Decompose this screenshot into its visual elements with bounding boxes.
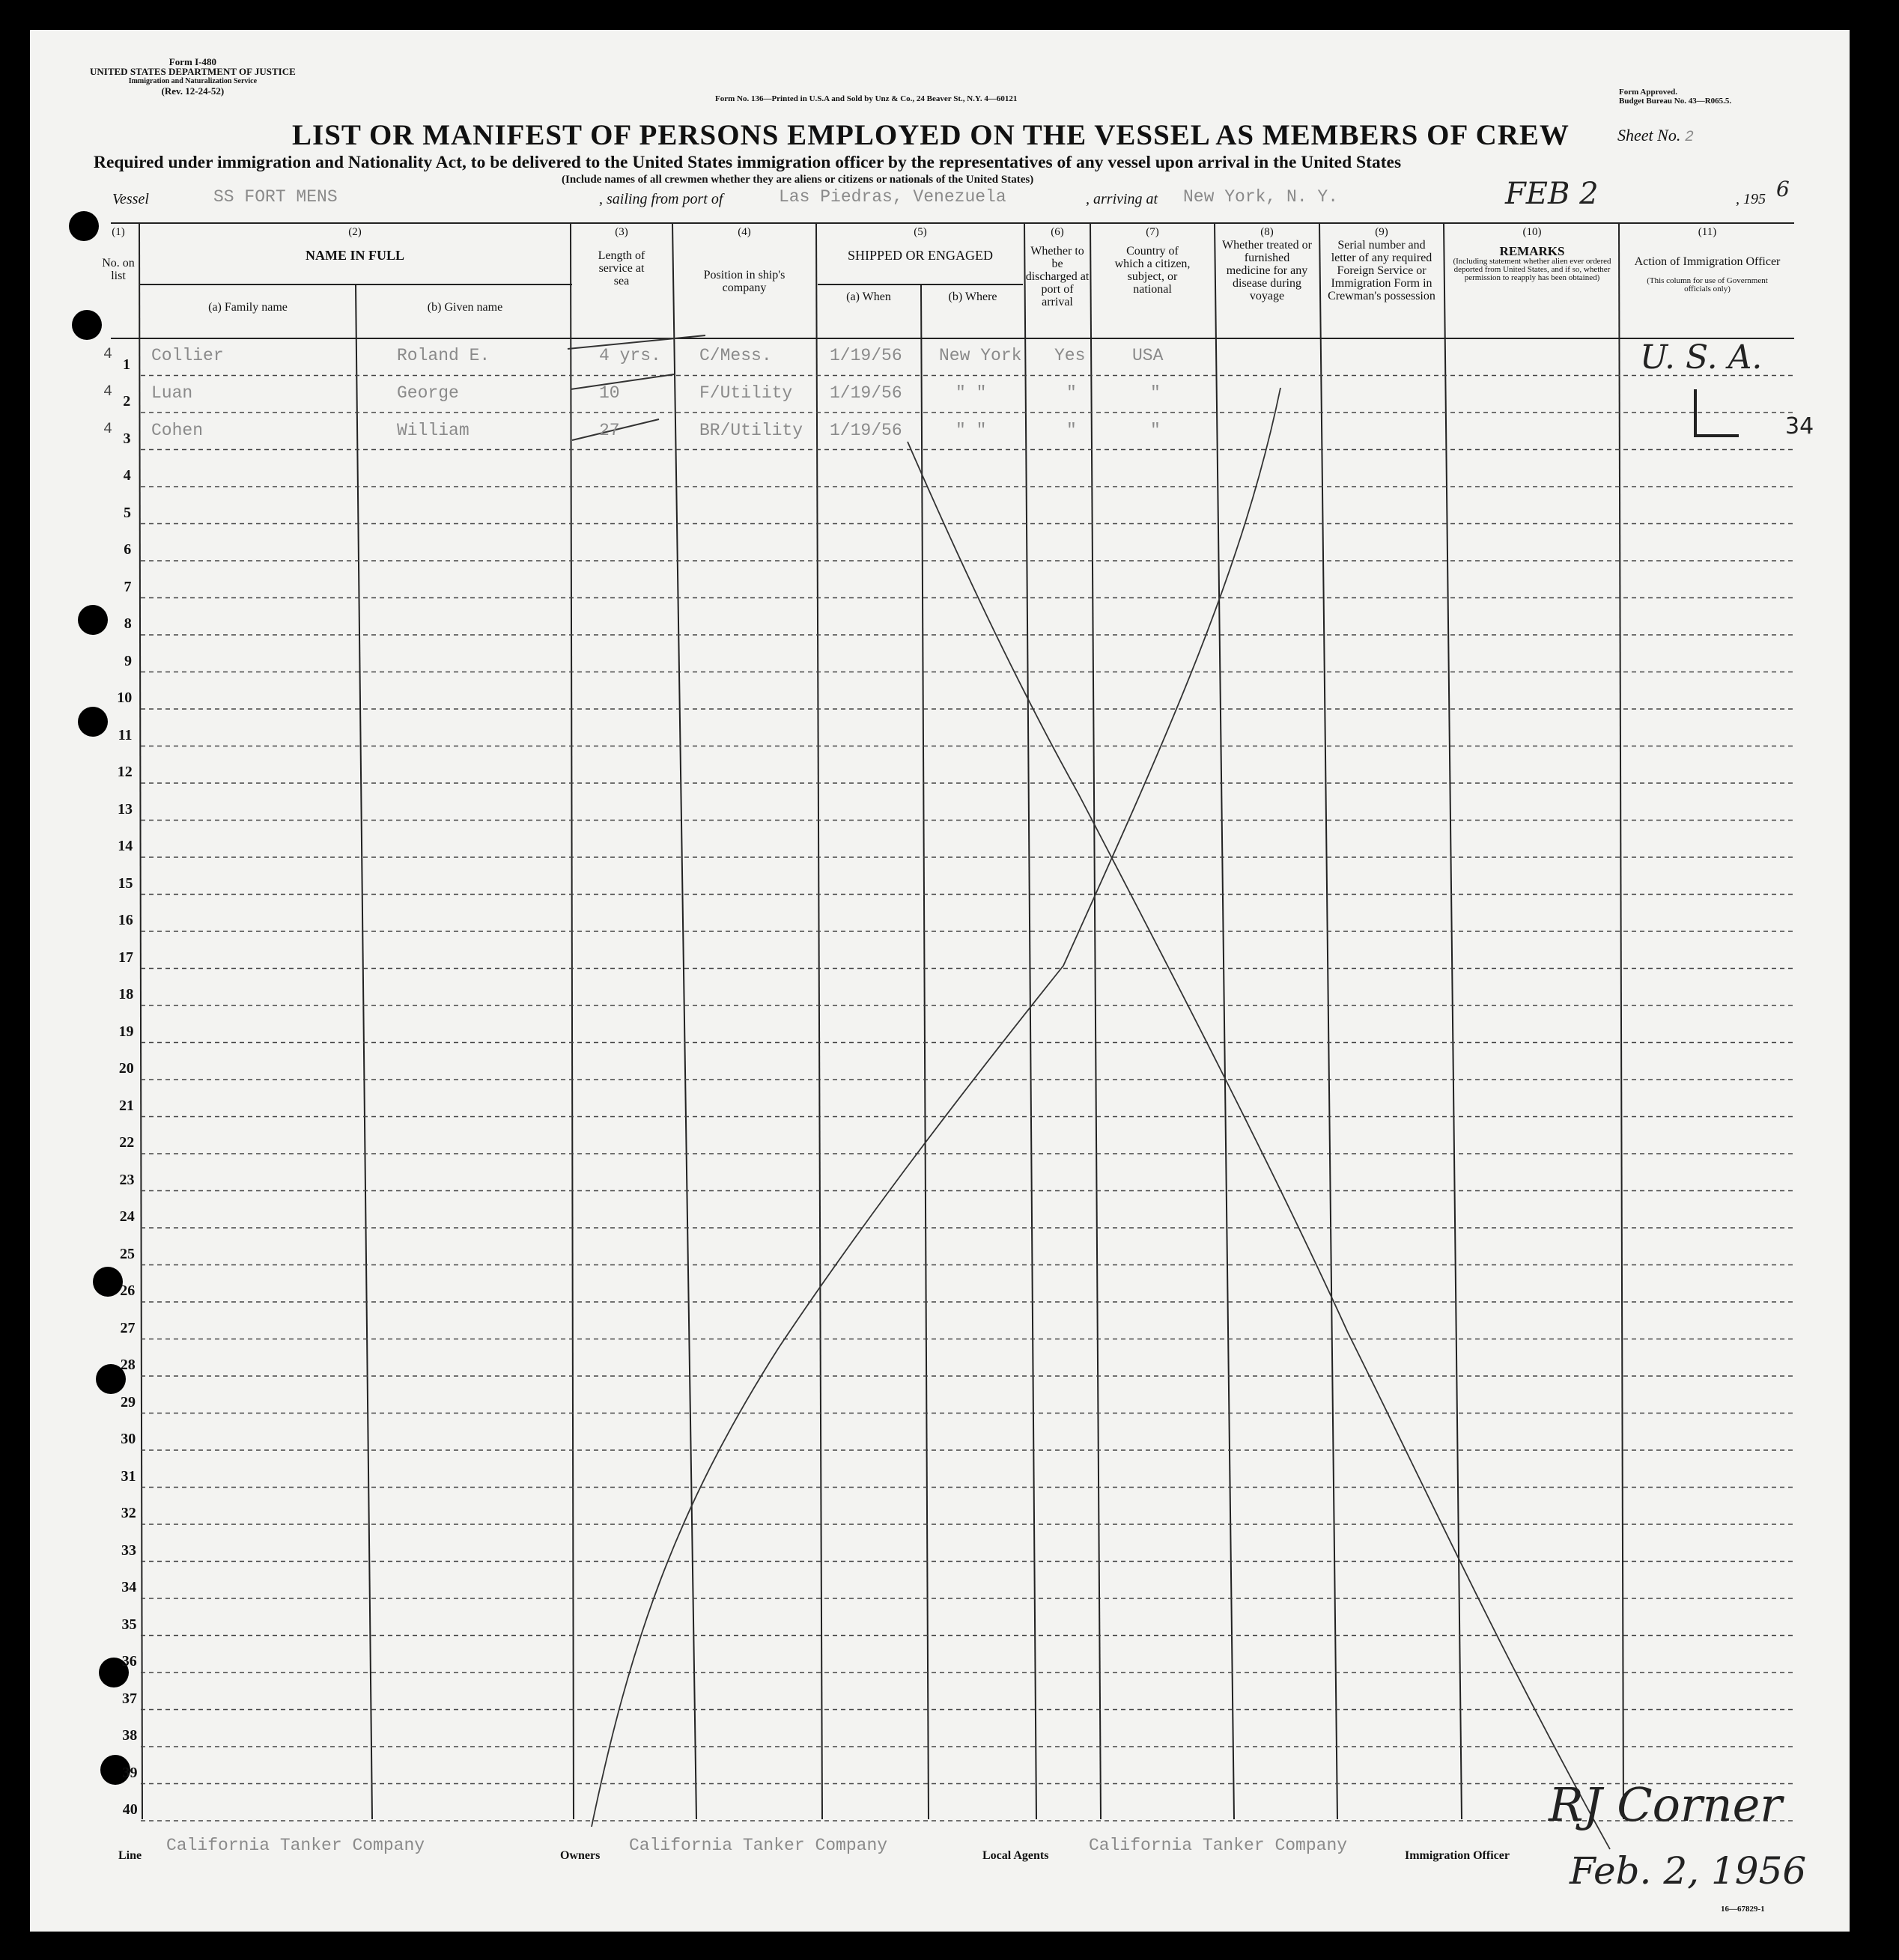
crew-service-length: 10 (599, 383, 620, 403)
crew-country: " (1150, 383, 1161, 403)
sheet-value: 2 (1684, 129, 1694, 146)
line-value: California Tanker Company (166, 1836, 425, 1855)
crew-service-length: 27 (599, 421, 620, 440)
col-4-header: (4) Position in ship's company (703, 226, 786, 294)
row-number: 36 (121, 1653, 137, 1670)
col-8-header: (8) Whether treated or furnished medicine for any disease during voyage (1222, 226, 1312, 302)
crew-shipped-when: 1/19/56 (830, 346, 902, 365)
row-number: 10 (117, 690, 133, 706)
row-number: 11 (118, 726, 133, 743)
crew-family-name: Luan (151, 383, 193, 403)
crew-given-name: William (397, 421, 470, 440)
voyage-date: FEB 2 (1505, 177, 1599, 211)
row-number: 1 (123, 356, 130, 373)
row-number: 12 (117, 764, 133, 780)
crew-discharged: " (1066, 421, 1077, 440)
officer-bracket-base (1694, 434, 1739, 437)
col-2-header: (2) NAME IN FULL (305, 226, 404, 263)
col-5-header: (5) SHIPPED OR ENGAGED (847, 226, 993, 263)
officer-signature: RJ Corner (1549, 1777, 1782, 1832)
row-number: 8 (124, 615, 132, 632)
budget: Budget Bureau No. 43—R065.5. (1619, 97, 1732, 106)
agents-value: California Tanker Company (1089, 1836, 1348, 1855)
department: UNITED STATES DEPARTMENT OF JUSTICE (90, 66, 296, 77)
row-number: 24 (119, 1208, 135, 1225)
subtitle: Required under immigration and Nationality Act, to be delivered to the United States immigration officer by the representatives of any vessel upon arrival in the United States (94, 153, 1402, 172)
row-number: 13 (118, 800, 133, 818)
printer-note: Form No. 136—Printed in U.S.A and Sold by Unz & Co., 24 Beaver St., N.Y. 4—60121 (715, 94, 1018, 103)
col-10-header: (10) REMARKS (Including statement whether alien ever ordered deported from United States, and if so, whether permission to reapply has been obtained) (1453, 226, 1611, 282)
arriving-label: , arriving at (1086, 191, 1158, 207)
crew-service-length: 4 yrs. (599, 346, 661, 365)
crew-shipped-where: New York (939, 346, 1022, 365)
row-number: 6 (124, 541, 132, 558)
sheet-label: Sheet No. (1617, 126, 1681, 144)
crew-given-name: Roland E. (397, 346, 490, 365)
arriving-value: New York, N. Y. (1183, 187, 1339, 207)
row-number: 40 (122, 1801, 138, 1818)
officer-label: Immigration Officer (1405, 1849, 1510, 1862)
row-number: 20 (118, 1060, 134, 1077)
sailing-label: , sailing from port of (599, 191, 723, 207)
sailing-value: Las Piedras, Venezuela (779, 187, 1006, 207)
row-number: 32 (121, 1505, 136, 1521)
row-number: 7 (124, 578, 132, 595)
crew-position: BR/Utility (699, 421, 803, 440)
crew-family-name: Cohen (151, 421, 204, 440)
row-number: 38 (122, 1727, 138, 1744)
crew-country: USA (1132, 346, 1164, 365)
row-number: 31 (121, 1467, 136, 1485)
crew-shipped-when: 1/19/56 (830, 383, 902, 403)
row-number: 23 (119, 1171, 135, 1188)
col-5b-header: (b) Where (948, 290, 997, 303)
row-number: 22 (119, 1134, 135, 1151)
row-number: 30 (121, 1431, 136, 1447)
col-5a-header: (a) When (846, 290, 891, 303)
crew-given-name: George (397, 383, 459, 403)
owners-value: California Tanker Company (629, 1836, 888, 1855)
form-code: 16—67829-1 (1721, 1905, 1765, 1914)
row-number: 16 (118, 912, 133, 928)
revision: (Rev. 12-24-52) (161, 85, 225, 97)
crew-discharged: " (1066, 383, 1077, 403)
officer-count: 34 (1785, 413, 1814, 439)
owners-label: Owners (560, 1849, 601, 1862)
col-9-header: (9) Serial number and letter of any required Foreign Service or Immigration Form in Crewman's possession (1328, 226, 1435, 302)
row-number: 3 (123, 430, 131, 447)
row-number: 34 (121, 1579, 137, 1595)
row-number: 27 (120, 1319, 136, 1336)
row-number: 17 (118, 949, 133, 966)
page-title: LIST OR MANIFEST OF PERSONS EMPLOYED ON THE VESSEL AS MEMBERS OF CREW (292, 119, 1570, 151)
year-suffix: 6 (1776, 177, 1790, 201)
crew-family-name: Collier (151, 346, 224, 365)
row-number: 19 (118, 1023, 134, 1040)
form-number: Form I-480 (168, 56, 216, 67)
row-number: 28 (120, 1357, 136, 1373)
col-3-header: (3) Length of service at sea (598, 226, 645, 287)
col-11-header: (11) Action of Immigration Officer (This column for use of Government officials only) (1634, 226, 1781, 293)
row-number: 29 (121, 1393, 136, 1410)
crew-row-prefix: 4 (103, 421, 113, 438)
row-number: 15 (118, 874, 133, 892)
row-number: 33 (121, 1541, 136, 1559)
row-number: 9 (124, 652, 132, 669)
row-number: 18 (118, 986, 134, 1002)
row-number: 39 (122, 1764, 138, 1781)
officer-bracket (1694, 389, 1701, 434)
approved: Form Approved. (1619, 88, 1678, 97)
line-label: Line (118, 1849, 142, 1862)
col-1-header: (1) No. on list (102, 226, 135, 282)
crew-shipped-where: " " (955, 421, 987, 440)
row-number: 14 (118, 838, 133, 854)
vessel-label: Vessel (112, 191, 149, 207)
row-number: 37 (122, 1690, 137, 1707)
row-number: 21 (119, 1097, 134, 1114)
officer-mark: U. S. A. (1640, 338, 1763, 377)
crew-row-prefix: 4 (103, 346, 113, 363)
col-7-header: (7) Country of which a citizen, subject, or national (1114, 226, 1191, 296)
crew-shipped-when: 1/19/56 (830, 421, 902, 440)
row-number: 5 (124, 504, 131, 521)
vessel-value: SS FORT MENS (213, 187, 338, 207)
row-number: 4 (123, 467, 131, 484)
col-2a-header: (a) Family name (208, 301, 288, 314)
crew-country: " (1150, 421, 1161, 440)
diagonal-cross-marks (592, 388, 1610, 1849)
agents-label: Local Agents (982, 1849, 1049, 1862)
row-number: 26 (120, 1282, 136, 1299)
col-2b-header: (b) Given name (427, 301, 503, 314)
col-6-header: (6) Whether to be discharged at port of arrival (1025, 226, 1090, 308)
crew-discharged: Yes (1054, 346, 1086, 365)
include-note: (Include names of all crewmen whether they are aliens or citizens or nationals of the United States) (562, 174, 1034, 186)
row-number: 2 (123, 393, 131, 410)
year-label: , 195 (1736, 191, 1766, 207)
row-number: 25 (120, 1245, 135, 1262)
crew-row-prefix: 4 (103, 383, 113, 401)
row-number: 35 (121, 1616, 137, 1633)
signed-date: Feb. 2, 1956 (1570, 1849, 1807, 1893)
crew-position: C/Mess. (699, 346, 772, 365)
service: Immigration and Naturalization Service (128, 77, 258, 85)
crew-shipped-where: " " (955, 383, 987, 403)
crew-position: F/Utility (699, 383, 793, 403)
